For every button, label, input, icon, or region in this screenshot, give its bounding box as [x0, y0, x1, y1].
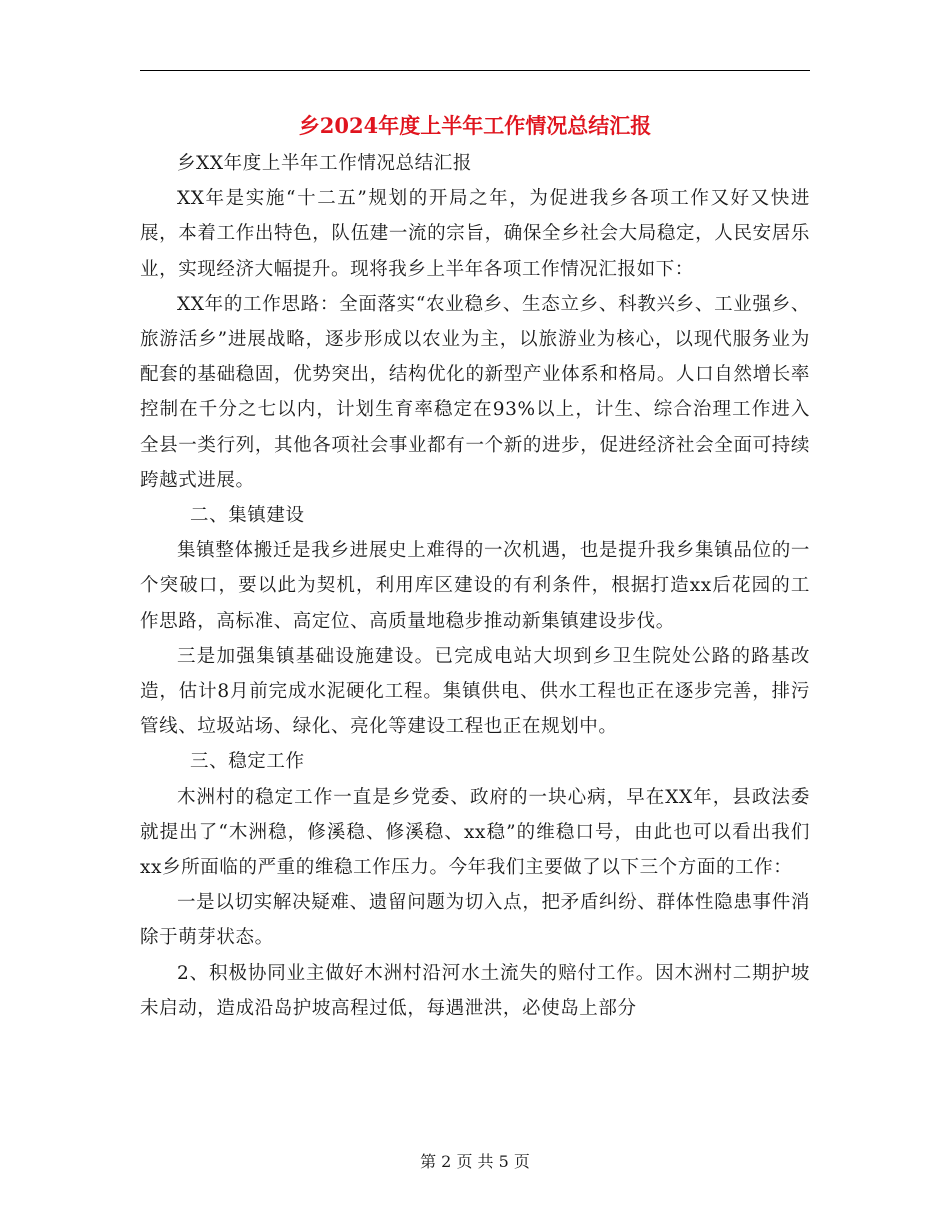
paragraph: 三是加强集镇基础设施建设。已完成电站大坝到乡卫生院处公路的路基改造，估计8月前完成水泥硬化工程。集镇供电、供水工程也正在逐步完善，排污管线、垃圾站场、绿化、亮化等建设工程也正在规划中。	[140, 645, 810, 738]
document-subtitle: 乡XX年度上半年工作情况总结汇报	[177, 153, 472, 174]
section-heading: 二、集镇建设	[190, 505, 305, 527]
document-title: 乡2024年度上半年工作情况总结汇报	[298, 113, 652, 138]
paragraph: 一是以切实解决疑难、遗留问题为切入点，把矛盾纠纷、群体性隐患事件消除于萌芽状态。	[140, 892, 810, 949]
paragraph: 木洲村的稳定工作一直是乡党委、政府的一块心病，早在XX年，县政法委就提出了“木洲稳，修溪稳、修溪稳、xx稳”的维稳口号，由此也可以看出我们xx乡所面临的严重的维稳工作压力。今年我们主要做了以下三个方面的工作：	[140, 786, 810, 879]
paragraph: 2、积极协同业主做好木洲村沿河水土流失的赔付工作。因木洲村二期护坡未启动，造成沿岛护坡高程过低，每遇泄洪，必使岛上部分	[140, 962, 810, 1019]
paragraph: 集镇整体搬迁是我乡进展史上难得的一次机遇，也是提升我乡集镇品位的一个突破口，要以此为契机，利用库区建设的有利条件，根据打造xx后花园的工作思路，高标准、高定位、高质量地稳步推动新集镇建设步伐。	[140, 540, 810, 632]
page-number-footer: 第 2 页 共 5 页	[420, 1152, 530, 1171]
section-heading: 三、稳定工作	[190, 751, 305, 773]
document-body	[140, 146, 810, 1026]
paragraph: XX年是实施“十二五”规划的开局之年，为促进我乡各项工作又好又快进展，本着工作出特色，队伍建一流的宗旨，确保全乡社会大局稳定，人民安居乐业，实现经济大幅提升。现将我乡上半年各项工作情况汇报如下：	[140, 188, 810, 280]
header-rule	[140, 70, 810, 71]
paragraph: XX年的工作思路：全面落实“农业稳乡、生态立乡、科教兴乡、工业强乡、旅游活乡”进展战略，逐步形成以农业为主，以旅游业为核心，以现代服务业为配套的基础稳固，优势突出，结构优化的新型产业体系和格局。人口自然增长率控制在千分之七以内，计划生育率稳定在93%以上，计生、综合治理工作进入全县一类行列，其他各项社会事业都有一个新的进步，促进经济社会全面可持续跨越式进展。	[140, 293, 810, 491]
